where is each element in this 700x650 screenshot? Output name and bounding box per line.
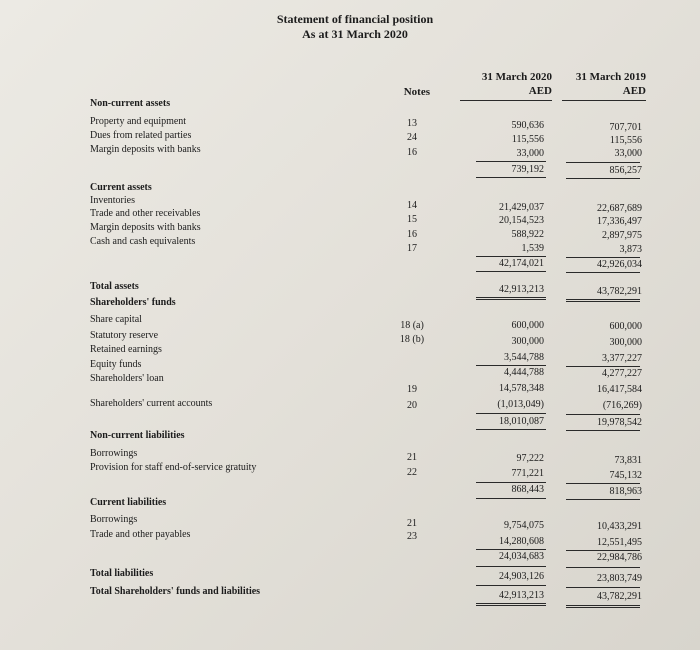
row-value-2020: 771,221 — [511, 468, 544, 479]
subtotal-2019: 818,963 — [609, 486, 642, 497]
total-liabilities-2019: 23,803,749 — [597, 573, 642, 584]
row-value-2019: 115,556 — [609, 135, 642, 146]
total-rule — [476, 605, 546, 606]
total-rule — [566, 301, 640, 302]
subtotal-rule — [566, 483, 640, 484]
total-assets-2019: 43,782,291 — [597, 286, 642, 297]
row-note: 22 — [407, 467, 417, 478]
total-rule — [566, 605, 640, 606]
row-value-2020: (1,013,049) — [497, 399, 544, 410]
row-value-2020: 300,000 — [511, 336, 544, 347]
subtotal-2019: 22,984,786 — [597, 552, 642, 563]
row-value-2020: 97,222 — [516, 453, 544, 464]
row-label: Cash and cash equivalents — [90, 236, 196, 247]
header-rule-2019 — [562, 100, 646, 101]
section-non-current-liabilities: Non-current liabilities — [90, 430, 185, 441]
row-value-2020: 20,154,523 — [499, 215, 544, 226]
row-label: Share capital — [90, 314, 142, 325]
row-value-2020: 590,636 — [511, 120, 544, 131]
subtotal-rule — [476, 271, 546, 272]
subtotal-rule — [476, 413, 546, 414]
subtotal-rule — [566, 272, 640, 273]
row-value-2019: 300,000 — [609, 337, 642, 348]
total-sh-liabilities-2020: 42,913,213 — [499, 590, 544, 601]
total-rule — [566, 587, 640, 588]
row-note: 14 — [407, 200, 417, 211]
subtotal-rule — [476, 177, 546, 178]
row-note: 21 — [407, 452, 417, 463]
subtotal-rule — [566, 550, 640, 551]
row-note: 15 — [407, 214, 417, 225]
subtotal-2019: 856,257 — [609, 165, 642, 176]
row-label: Shareholders' loan — [90, 373, 164, 384]
row-value-2019: 745,132 — [609, 470, 642, 481]
row-value-2019: 4,277,227 — [602, 368, 642, 379]
row-label: Property and equipment — [90, 116, 187, 127]
row-note: 17 — [407, 243, 417, 254]
subtotal-2019: 42,926,034 — [597, 259, 642, 270]
subtotal-rule — [566, 257, 640, 258]
row-value-2019: 22,687,689 — [597, 203, 642, 214]
row-label: Retained earnings — [90, 344, 162, 355]
subtotal-rule — [566, 162, 640, 163]
subtotal-rule — [566, 414, 640, 415]
row-label: Provision for staff end-of-service gratuity — [90, 462, 257, 473]
subtotal-rule — [566, 178, 640, 179]
row-value-2019: 3,873 — [619, 244, 642, 255]
col-2019-date: 31 March 2019 — [575, 71, 646, 83]
section-non-current-assets: Non-current assets — [90, 98, 171, 109]
total-rule — [566, 299, 640, 300]
total-rule — [476, 299, 546, 300]
row-label: Shareholders' current accounts — [90, 398, 213, 409]
subtotal-rule — [476, 161, 546, 162]
section-total-assets: Total assets — [90, 281, 139, 292]
total-sh-liabilities-2019: 43,782,291 — [597, 591, 642, 602]
row-value-2020: 1,539 — [521, 243, 544, 254]
row-value-2019: 12,551,495 — [597, 537, 642, 548]
total-assets-2020: 42,913,213 — [499, 284, 544, 295]
row-value-2020: 33,000 — [516, 148, 544, 159]
row-value-2019: 600,000 — [609, 321, 642, 332]
col-2019-unit: AED — [622, 85, 646, 97]
total-rule — [476, 297, 546, 298]
row-value-2020: 21,429,037 — [499, 202, 544, 213]
subtotal-2020: 18,010,087 — [499, 416, 544, 427]
row-note: 16 — [407, 229, 417, 240]
row-note: 18 (a) — [400, 320, 424, 331]
subtotal-rule — [476, 429, 546, 430]
row-label: Margin deposits with banks — [90, 222, 201, 233]
subtotal-rule — [476, 482, 546, 483]
col-2020-date: 31 March 2020 — [481, 71, 552, 83]
statement-title — [240, 12, 470, 42]
row-label: Statutory reserve — [90, 330, 159, 341]
row-label: Equity funds — [90, 359, 142, 370]
notes-header: Notes — [403, 86, 430, 98]
title-line: Statement of financial position — [276, 12, 434, 26]
total-rule — [476, 603, 546, 604]
col-2020-unit: AED — [528, 85, 552, 97]
row-value-2019: 16,417,584 — [597, 384, 642, 395]
row-note: 13 — [407, 118, 417, 129]
row-label: Trade and other receivables — [90, 208, 201, 219]
row-value-2019: (716,269) — [602, 400, 642, 411]
section-current-assets: Current assets — [90, 182, 152, 193]
subtotal-rule — [566, 499, 640, 500]
subtotal-rule — [476, 549, 546, 550]
row-value-2019: 707,701 — [609, 122, 642, 133]
row-note: 18 (b) — [399, 334, 425, 345]
row-label: Borrowings — [90, 448, 138, 459]
subtitle-line: As at 31 March 2020 — [302, 27, 408, 41]
row-value-2020: 4,444,788 — [504, 367, 544, 378]
row-label: Borrowings — [90, 514, 138, 525]
section-current-liabilities: Current liabilities — [90, 497, 167, 508]
row-label: Dues from related parties — [90, 130, 192, 141]
row-value-2019: 33,000 — [614, 148, 642, 159]
row-value-2020: 3,544,788 — [504, 352, 544, 363]
subtotal-rule — [476, 566, 546, 567]
row-value-2020: 588,922 — [511, 229, 544, 240]
subtotal-rule — [566, 430, 640, 431]
row-label: Margin deposits with banks — [90, 144, 201, 155]
row-value-2019: 3,377,227 — [602, 353, 642, 364]
subtotal-rule — [476, 498, 546, 499]
subtotal-2020: 868,443 — [511, 484, 544, 495]
row-value-2019: 2,897,975 — [602, 230, 642, 241]
row-value-2020: 14,578,348 — [499, 383, 544, 394]
row-label: Trade and other payables — [90, 529, 191, 540]
subtotal-rule — [566, 567, 640, 568]
row-value-2019: 10,433,291 — [597, 521, 642, 532]
row-note: 23 — [407, 531, 417, 542]
subtotal-2020: 42,174,021 — [499, 258, 544, 269]
total-liabilities-label: Total liabilities — [90, 568, 154, 579]
subtotal-rule — [476, 256, 546, 257]
total-liabilities-2020: 24,903,126 — [499, 571, 544, 582]
header-rule-2020 — [460, 100, 552, 101]
row-note: 19 — [407, 384, 417, 395]
total-sh-liabilities-label: Total Shareholders' funds and liabilities — [90, 586, 261, 597]
subtotal-2019: 19,978,542 — [597, 417, 642, 428]
row-note: 20 — [407, 400, 417, 411]
row-value-2019: 73,831 — [614, 455, 642, 466]
row-value-2020: 115,556 — [511, 134, 544, 145]
row-value-2020: 600,000 — [511, 320, 544, 331]
subtotal-2020: 24,034,683 — [499, 551, 544, 562]
row-note: 16 — [407, 147, 417, 158]
row-label: Inventories — [90, 195, 135, 206]
row-note: 24 — [407, 132, 417, 143]
row-note: 21 — [407, 518, 417, 529]
row-value-2020: 9,754,075 — [504, 520, 544, 531]
row-value-2019: 17,336,497 — [597, 216, 642, 227]
subtotal-rule — [566, 366, 640, 367]
subtotal-rule — [476, 365, 546, 366]
total-rule — [476, 585, 546, 586]
total-rule — [566, 607, 640, 608]
section-shareholders-funds: Shareholders' funds — [90, 297, 176, 308]
row-value-2020: 14,280,608 — [499, 536, 544, 547]
subtotal-2020: 739,192 — [511, 164, 544, 175]
